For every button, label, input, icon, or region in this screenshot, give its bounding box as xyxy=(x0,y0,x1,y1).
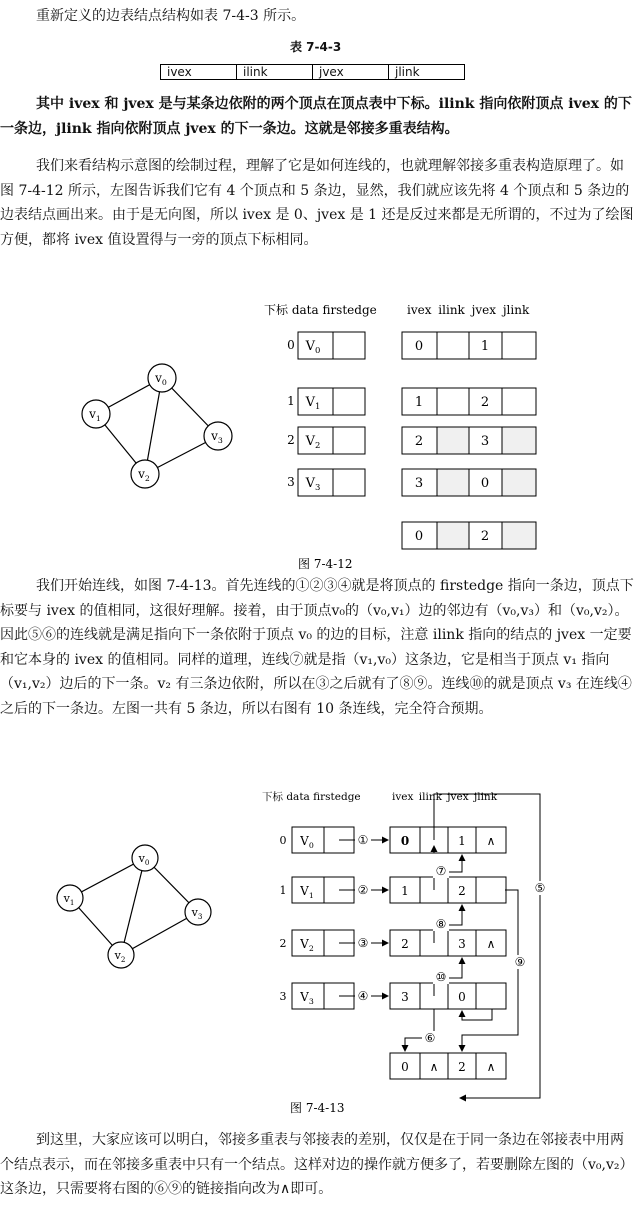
fig2-node-label: $v_2$ xyxy=(114,949,126,964)
fig2-vertex-label: $V_3$ xyxy=(300,990,314,1006)
table-caption: 表 7-4-3 xyxy=(290,40,342,54)
fig1-node-label: $v_2$ xyxy=(138,467,150,483)
fig2-node-label: $v_3$ xyxy=(191,906,203,921)
fig1-vertex-index: 0 xyxy=(287,338,295,352)
fig1-vertex-firstedge-cell xyxy=(333,388,365,415)
paragraph-4: 到这里，大家应该可以明白，邻接多重表与邻接表的差别，仅仅是在于同一条边在邻接表中用两个结点表示，而在邻接多重表中只有一个结点。这样对边的操作就方便多了，若要删除左图的（v₀,v₂）这条边，只需要将右图的⑥⑨的链接指向改为∧即可。 xyxy=(0,1132,634,1197)
fig1-vertex-label: $V_2$ xyxy=(305,434,321,450)
fig1-node-label: $v_3$ xyxy=(211,429,223,445)
fig2-edge-ivex: 0 xyxy=(400,834,410,848)
table-header-jlink: jlink xyxy=(389,65,465,80)
fig2-edge-ivex: 1 xyxy=(401,884,409,898)
paragraph-3: 我们开始连线，如图 7-4-13。首先连线的①②③④就是将顶点的 firstedge 指向一条边，顶点下标要与 ivex 的值相同，这很好理解。接着，由于顶点v₀的（v₀,v₁）边的邻边有（v₀,v₃）和（v₀,v₂）。因此⑤⑥的连线就是满足指向下一条依附于顶点 v₀ 的边的目标，注意 ilink 指向的结点的 jvex 一定要和它本身的 ivex 的值相同。同样的道理，连线⑦就是指（v₁,v₀）这条边，它是相当于顶点 v₁ 指向（v₁,v₂）边后的下一条。v₂ 有三条边依附，所以在③之后就有了⑧⑨。连线⑩的就是顶点 v₃ 在连线④之后的下一条边。左图一共有 5 条边，所以右图有 10 条连线，完全符合预期。 xyxy=(0,578,634,717)
fig1-vertex-index: 1 xyxy=(287,394,295,408)
fig1-vertex-firstedge-cell xyxy=(333,332,365,359)
fig2-circled-label: ② xyxy=(357,883,369,897)
fig2-edge-cell xyxy=(476,877,506,903)
fig2-null-jlink: ∧ xyxy=(486,937,496,951)
fig2-edge-v0-v2 xyxy=(121,858,145,955)
fig1-edge-cell xyxy=(437,332,469,359)
intro-text: 重新定义的边表结点结构如表 7-4-3 所示。 xyxy=(36,8,306,24)
fig2-node-label: $v_1$ xyxy=(63,892,75,907)
fig1-edge-jvex: 3 xyxy=(480,434,490,449)
fig1-vertex-firstedge-cell xyxy=(333,427,365,454)
fig1-vertex-header: 下标 data firstedge xyxy=(264,303,377,317)
fig1-graph xyxy=(96,378,218,474)
fig1-edge-cell xyxy=(502,388,536,415)
fig1-edge-header: ivex ilink jvex jlink xyxy=(407,303,530,317)
fig2-circled-label: ③ xyxy=(357,936,369,950)
fig2-caption: 图 7-4-13 xyxy=(290,1101,345,1115)
fig2-circled-label: ④ xyxy=(357,989,369,1003)
fig1-edge-jvex: 1 xyxy=(480,339,490,354)
fig2-vertex-label: $V_0$ xyxy=(300,834,314,850)
fig1-edge-jvex: 2 xyxy=(480,529,490,544)
fig1-vertex-index: 2 xyxy=(287,433,295,447)
fig2-null-jlink: ∧ xyxy=(486,834,496,848)
fig2-vertex-index: 2 xyxy=(279,937,287,950)
fig2-circled-label: ⑥ xyxy=(424,1031,436,1045)
fig2-vertex-label: $V_1$ xyxy=(300,884,314,900)
fig2-node-label: $v_0$ xyxy=(138,852,150,867)
fig2-null-ilink: ∧ xyxy=(429,1060,439,1074)
fig2-vertex-index: 1 xyxy=(279,884,287,897)
fig2-edge-ivex: 3 xyxy=(401,990,409,1004)
fig2-vertex-index: 0 xyxy=(279,834,287,847)
fig2-circled-label: ⑧ xyxy=(435,917,447,931)
fig2-vertex-header: 下标 data firstedge xyxy=(262,791,361,803)
fig1-edge-jvex: 2 xyxy=(480,395,490,410)
fig1-vertex-label: $V_3$ xyxy=(305,476,321,492)
fig1-node-label: $v_0$ xyxy=(155,371,167,387)
fig1-node-label: $v_1$ xyxy=(89,407,101,423)
fig2-edge-jvex: 2 xyxy=(458,884,466,898)
table-header-ilink: ilink xyxy=(237,65,313,80)
fig1-vertex-firstedge-cell xyxy=(333,469,365,496)
fig1-edge-jvex: 0 xyxy=(480,476,490,491)
fig2-edge-ivex: 2 xyxy=(401,937,409,951)
structure-table xyxy=(160,64,465,80)
table-header-jvex: jvex xyxy=(313,65,389,80)
figure-7-4-13 xyxy=(0,780,637,1120)
fig2-vertex-index: 3 xyxy=(279,990,287,1003)
fig1-edge-ivex: 2 xyxy=(414,434,424,449)
fig1-vertex-label: $V_0$ xyxy=(305,339,321,355)
fig2-circled-label: ⑨ xyxy=(514,955,526,969)
fig1-edge-ivex: 3 xyxy=(414,476,424,491)
fig1-vertex-index: 3 xyxy=(287,475,295,489)
fig2-null-jlink: ∧ xyxy=(486,1060,496,1074)
fig1-edge-cell xyxy=(437,469,469,496)
fig1-edge-cell xyxy=(437,388,469,415)
fig2-edge-cell xyxy=(476,983,506,1009)
fig2-edge-jvex: 0 xyxy=(458,990,466,1004)
fig1-edge-cell xyxy=(437,427,469,454)
fig2-circled-label: ① xyxy=(357,833,369,847)
fig2-link-3j xyxy=(462,1009,492,1020)
fig2-vertex-label: $V_2$ xyxy=(300,937,314,953)
fig1-edge-v0-v2 xyxy=(145,378,162,474)
fig1-edge-cell xyxy=(502,427,536,454)
fig1-edge-cell xyxy=(437,522,469,549)
fig2-edge-jvex: 3 xyxy=(458,937,466,951)
fig1-vertex-label: $V_1$ xyxy=(305,395,321,411)
table-header-ivex: ivex xyxy=(161,65,237,80)
fig1-edge-cell xyxy=(502,332,536,359)
fig1-edge-ivex: 0 xyxy=(414,529,424,544)
fig1-edge-ivex: 1 xyxy=(414,395,424,410)
fig2-edge-jvex: 1 xyxy=(458,834,466,848)
fig1-edge-cell xyxy=(502,522,536,549)
fig2-circled-label: ⑩ xyxy=(435,970,447,984)
fig2-edge-jvex: 2 xyxy=(458,1060,466,1074)
fig2-link-9-a xyxy=(462,890,518,1051)
paragraph-1: 其中 ivex 和 jvex 是与某条边依附的两个顶点在顶点表中下标。ilink 指向依附顶点 ivex 的下一条边，jlink 指向依附顶点 jvex 的下一条边。这就是邻接多重表结构。 xyxy=(0,96,632,137)
fig2-circled-label: ⑤ xyxy=(534,881,546,895)
figure-7-4-12 xyxy=(0,292,637,577)
fig1-edge-cell xyxy=(502,469,536,496)
fig1-edge-ivex: 0 xyxy=(414,339,424,354)
fig1-caption: 图 7-4-12 xyxy=(298,557,353,571)
fig2-circled-label: ⑦ xyxy=(435,864,447,878)
fig2-graph xyxy=(70,858,198,955)
paragraph-2: 我们来看结构示意图的绘制过程，理解了它是如何连线的，也就理解邻接多重表构造原理了。如图 7-4-12 所示，左图告诉我们它有 4 个顶点和 5 条边，显然，我们就应该先将 4 个顶点和 5 条边的边表结点画出来。由于是无向图，所以 ivex 是 0、jvex 是 1 还是反过来都是无所谓的，不过为了绘图方便，都将 ivex 值设置得与一旁的顶点下标相同。 xyxy=(0,158,634,248)
fig2-edge-ivex: 0 xyxy=(401,1060,409,1074)
fig2-edge-header: ivex ilink jvex jlink xyxy=(392,791,498,803)
